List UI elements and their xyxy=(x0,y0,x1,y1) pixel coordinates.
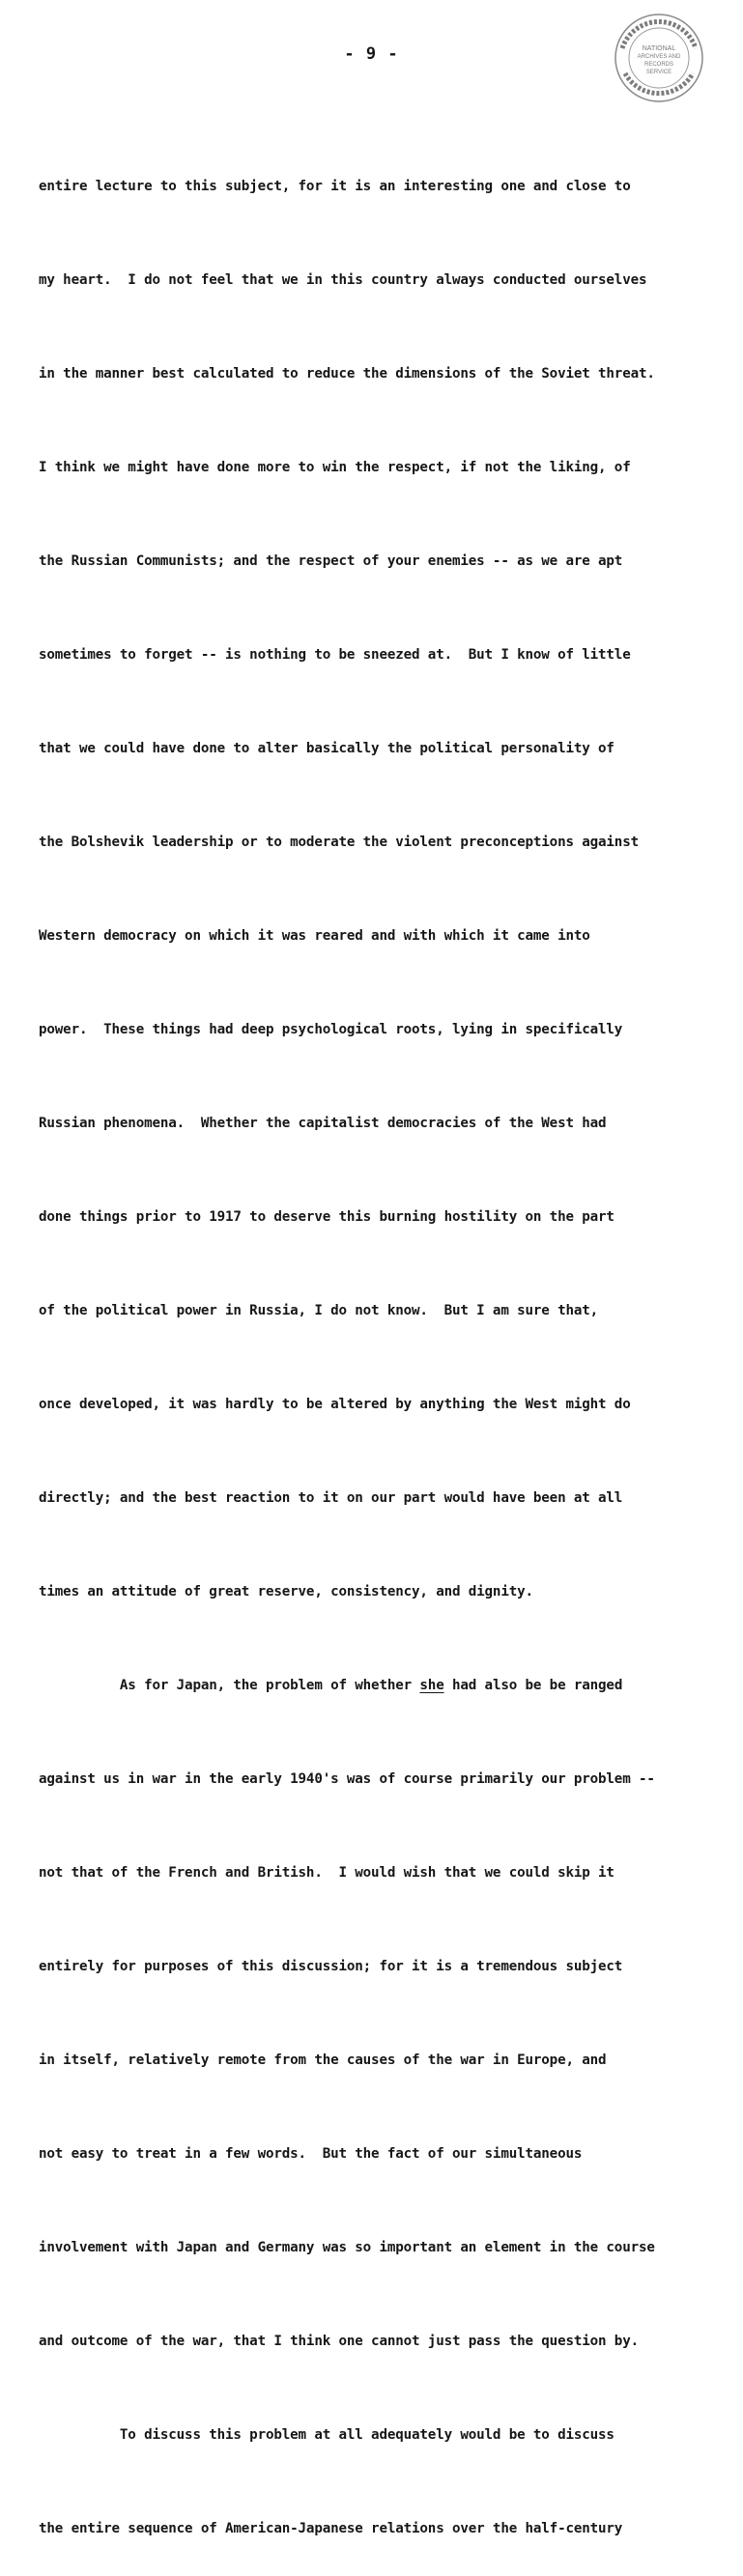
text-line: once developed, it was hardly to be altered by anything the West might do xyxy=(39,1397,631,1413)
page-number: - 9 - xyxy=(344,44,399,64)
text-line: entirely for purposes of this discussion; for it is a tremendous subject xyxy=(39,1959,623,1975)
text-line xyxy=(39,1670,657,1701)
text-line-pre: As for Japan, the problem of whether xyxy=(39,1678,420,1694)
text-line: that we could have done to alter basically the political personality of xyxy=(39,740,614,756)
text-line: and outcome of the war, that I think one cannot just pass the question by. xyxy=(39,2334,639,2350)
text-line: the Russian Communists; and the respect of your enemies -- as we are apt xyxy=(39,552,623,569)
text-line: sometimes to forget -- is nothing to be sneezed at. But I know of little xyxy=(39,646,631,663)
svg-text:ARCHIVES AND: ARCHIVES AND xyxy=(637,54,681,60)
text-line: not that of the French and British. I would wish that we could skip it xyxy=(39,1865,614,1882)
archives-stamp xyxy=(611,10,707,106)
text-line: To discuss this problem at all adequately would be to discuss xyxy=(39,2427,614,2444)
text-line: directly; and the best reaction to it on our part would have been at all xyxy=(39,1490,623,1507)
text-line: I think we might have done more to win the respect, if not the liking, of xyxy=(39,459,631,475)
svg-text:NATIONAL: NATIONAL xyxy=(642,45,676,52)
text-line: my heart. I do not feel that we in this country always conducted ourselves xyxy=(39,271,647,288)
text-line: in itself, relatively remote from the causes of the war in Europe, and xyxy=(39,2052,607,2069)
text-line: Russian phenomena. Whether the capitalist democracies of the West had xyxy=(39,1116,607,1131)
letter-body xyxy=(39,108,657,2576)
text-line: power. These things had deep psychological roots, lying in specifically xyxy=(39,1021,623,1037)
text-line: in the manner best calculated to reduce the dimensions of the Soviet threat. xyxy=(39,365,655,382)
text-line: the Bolshevik leadership or to moderate the violent preconceptions against xyxy=(39,834,639,850)
text-line: Western democracy on which it was reared and with which it came into xyxy=(39,927,590,944)
text-line: of the political power in Russia, I do not know. But I am sure that, xyxy=(39,1303,599,1319)
text-line: done things prior to 1917 to deserve this burning hostility on the part xyxy=(39,1209,614,1226)
underlined-word: she xyxy=(419,1678,444,1694)
svg-text:RECORDS: RECORDS xyxy=(643,62,674,68)
text-line: entire lecture to this subject, for it is an interesting one and close to xyxy=(39,178,631,194)
text-line: involvement with Japan and Germany was so important an element in the course xyxy=(39,2240,655,2256)
text-line: not easy to treat in a few words. But the fact of our simultaneous xyxy=(39,2146,583,2163)
text-line-post: had also be be ranged xyxy=(443,1678,623,1694)
text-line: times an attitude of great reserve, consistency, and dignity. xyxy=(39,1584,533,1600)
text-line: against us in war in the early 1940's was of course primarily our problem -- xyxy=(39,1771,655,1788)
text-line: the entire sequence of American-Japanese relations over the half-century xyxy=(39,2521,623,2537)
svg-text:SERVICE: SERVICE xyxy=(645,70,672,75)
